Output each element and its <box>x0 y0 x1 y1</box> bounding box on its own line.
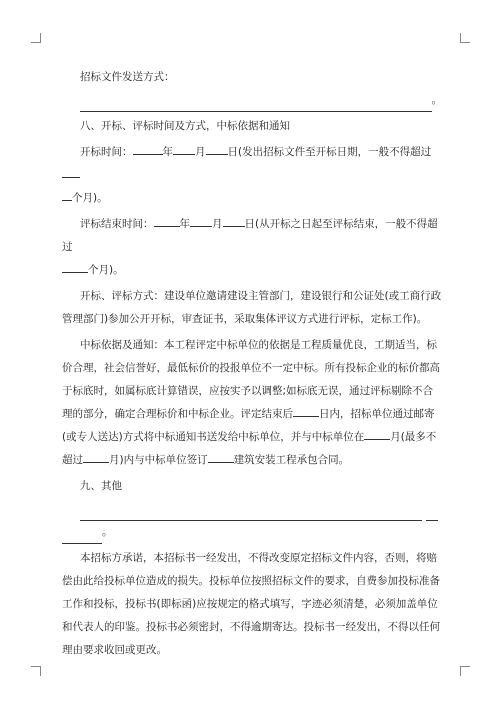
months-tail: 个月)。 <box>72 192 108 204</box>
day-blank <box>223 215 245 227</box>
contractor-blank <box>208 451 234 463</box>
year-unit: 年 <box>162 146 173 158</box>
award-basis-text-2: 日内，招标单位通过邮寄(或专人送达)方式将中标通知书送发给中标单位，并与中标单位在 <box>62 408 435 443</box>
day-note: 日(从开标之日起至评标结束，一般不得超过 <box>62 218 438 253</box>
send-method-line <box>62 89 442 112</box>
fill-in-line <box>80 97 432 112</box>
months-blank <box>62 261 88 273</box>
section-9-heading: 九、其他 <box>80 480 122 492</box>
months-blank-b <box>62 189 72 201</box>
months-blank-a <box>62 166 80 178</box>
crop-mark-bottom-left <box>31 666 41 676</box>
award-basis-text-3: 月(最多不超过 <box>62 431 437 466</box>
award-basis-text-1: 中标依据及通知：本工程评定中标单位的依据是工程质量优良，工期适当，标价合理，社会信誉好，最低标价的投报单位不一定中标。所有投标企业的标价都高于标底时，如属标底计算错误，应按实予以调整;如标底无误，通过评标剔除不合理的部分，确定合理标价和中标企业。评定结束后 <box>62 339 440 420</box>
crop-mark-top-left <box>31 33 41 43</box>
closing-paragraph: 本招标方承诺，本招标书一经发出，不得改变原定招标文件内容，否则，将赔偿由此给投标单位造成的损失。投标单位按照招标文件的要求，自费参加投标准备工作和投标，投标书(即标函)应按规定的格式填写，字迹必须清楚，必须加盖单位和代表人的印鉴。投标书必须密封，不得逾期寄达。投标书一经发出，不得以任何理由要求收回或更改。 <box>62 552 440 656</box>
award-basis-text-4: 月)内与中标单位签订 <box>109 454 208 466</box>
year-unit: 年 <box>179 218 190 230</box>
day-blank <box>206 143 228 155</box>
award-basis-text-5: 建筑安装工程承包合同。 <box>233 454 350 466</box>
months-blank <box>364 428 390 440</box>
month-unit: 月 <box>195 146 206 158</box>
line-end-period: 。 <box>431 94 442 106</box>
other-line-2 <box>62 521 442 544</box>
line-end-period: 。 <box>102 526 113 538</box>
fill-in-line <box>62 529 102 544</box>
days-blank <box>293 405 319 417</box>
open-time-label: 开标时间： <box>80 146 133 158</box>
fill-in-line-tail <box>426 506 438 521</box>
months-tail: 个月)。 <box>88 264 124 276</box>
year-blank <box>133 143 163 155</box>
send-method-label: 招标文件发送方式： <box>80 71 175 83</box>
crop-mark-bottom-right <box>460 666 470 676</box>
month-blank <box>173 143 195 155</box>
month-blank <box>190 215 212 227</box>
document-body <box>62 66 442 662</box>
award-basis-paragraph <box>62 334 442 472</box>
section-8-heading: 八、开标、评标时间及方式，中标依据和通知 <box>80 120 290 132</box>
max-months-blank <box>83 451 109 463</box>
open-method-paragraph: 开标、评标方式：建设单位邀请建设主管部门，建设银行和公证处(或工商行政管理部门)参加公开开标，审查证书，采取集体评议方式进行评标，定标工作)。 <box>62 290 442 325</box>
eval-end-paragraph <box>62 213 442 282</box>
crop-mark-top-right <box>460 33 470 43</box>
day-note: 日(发出招标文件至开标日期，一般不得超过 <box>227 146 432 158</box>
other-line <box>62 498 442 521</box>
month-unit: 月 <box>212 218 223 230</box>
eval-end-label: 评标结束时间： <box>80 218 154 230</box>
year-blank <box>154 215 180 227</box>
fill-in-line <box>80 506 422 521</box>
open-time-paragraph <box>62 141 442 210</box>
